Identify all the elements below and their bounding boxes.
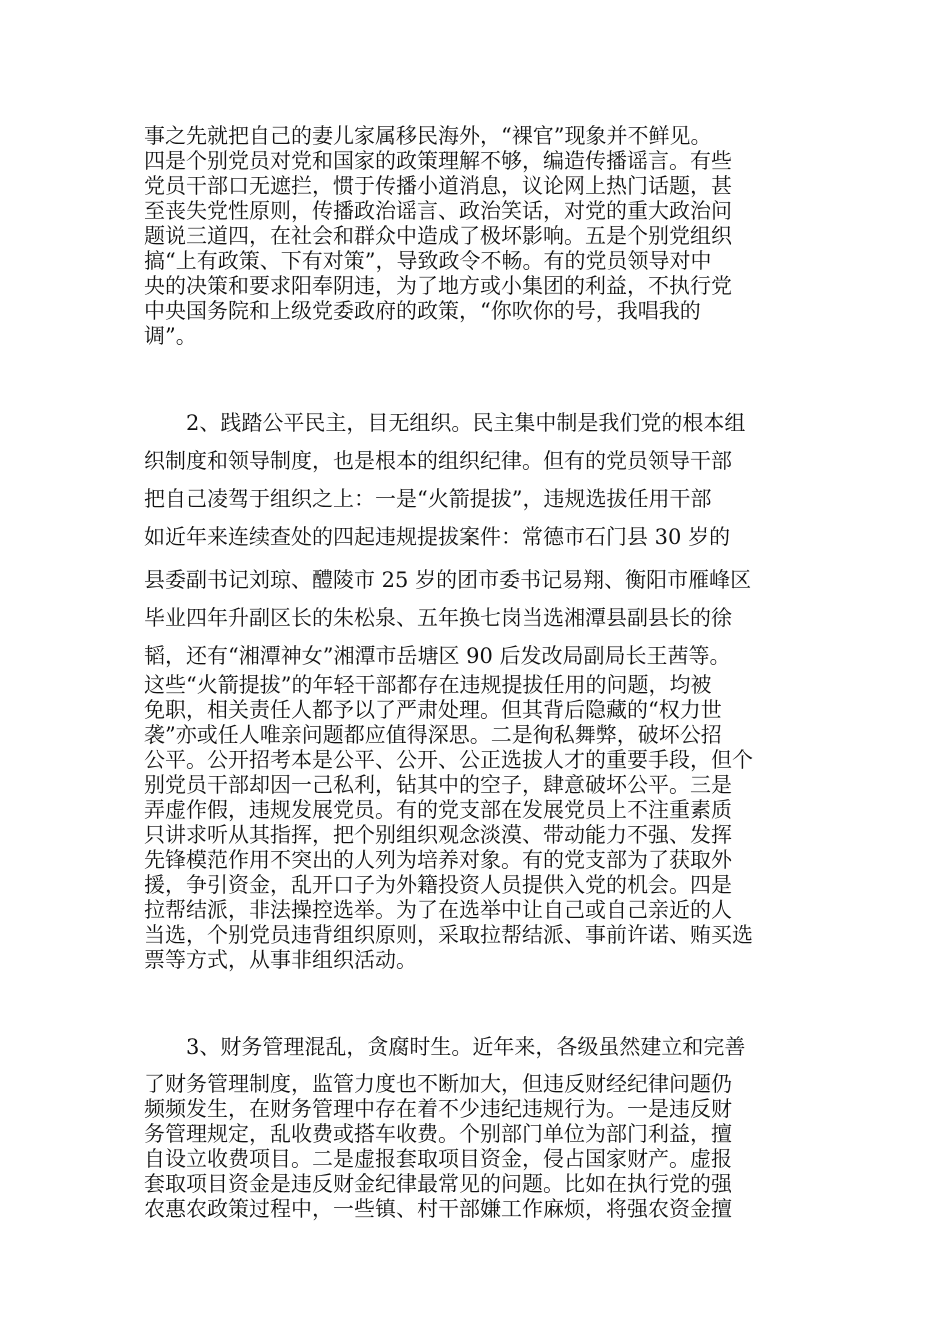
text-line: 弄虚作假，违规发展党员。有的党支部在发展党员上不注重素质 xyxy=(144,798,732,822)
text-line: 了财务管理制度，监管力度也不断加大，但违反财经纪律问题仍 xyxy=(144,1072,732,1096)
paragraph-2-cases xyxy=(144,561,804,675)
text-line: 免职，相关责任人都予以了严肃处理。但其背后隐藏的“权力世 xyxy=(144,698,722,722)
text-line: 只讲求听从其指挥，把个别组织观念淡漠、带动能力不强、发挥 xyxy=(144,823,732,847)
text-line: 频频发生，在财务管理中存在着不少违纪违规行为。一是违反财 xyxy=(144,1097,732,1121)
text-line: 这些“火箭提拔”的年轻干部都存在违规提拔任用的问题，均被 xyxy=(144,673,712,697)
text-line: 援，争引资金，乱开口子为外籍投资人员提供入党的机会。四是 xyxy=(144,873,732,897)
text-line: 搞“上有政策、下有对策”，导致政令不畅。有的党员领导对中 xyxy=(144,249,712,273)
paragraph-2-body xyxy=(144,673,804,973)
text-line: 2、践踏公平民主，目无组织。民主集中制是我们党的根本组 xyxy=(186,411,746,435)
text-line: 韬，还有“湘潭神女”湘潭市岳塘区 90 后发改局副局长王茜等。 xyxy=(144,644,731,668)
text-line: 调”。 xyxy=(144,324,197,348)
text-line: 拉帮结派，非法操控选举。为了在选举中让自己或自己亲近的人 xyxy=(144,898,732,922)
text-line: 毕业四年升副区长的朱松泉、五年换七岗当选湘潭县副县长的徐 xyxy=(144,606,732,630)
text-line: 别党员干部却因一己私利，钻其中的空子，肆意破坏公平。三是 xyxy=(144,773,732,797)
text-line: 央的决策和要求阳奉阴违，为了地方或小集团的利益，不执行党 xyxy=(144,274,732,298)
text-line: 党员干部口无遮拦，惯于传播小道消息，议论网上热门话题，甚 xyxy=(144,174,732,198)
text-line: 务管理规定，乱收费或搭车收费。个别部门单位为部门利益，擅 xyxy=(144,1122,732,1146)
text-line: 织制度和领导制度，也是根本的组织纪律。但有的党员领导干部 xyxy=(144,449,732,473)
text-line: 先锋模范作用不突出的人列为培养对象。有的党支部为了获取外 xyxy=(144,848,732,872)
paragraph-2-opening xyxy=(144,404,804,556)
text-line: 票等方式，从事非组织活动。 xyxy=(144,948,417,972)
text-line: 题说三道四，在社会和群众中造成了极坏影响。五是个别党组织 xyxy=(144,224,732,248)
text-line: 当选，个别党员违背组织原则，采取拉帮结派、事前许诺、贿买选 xyxy=(144,923,753,947)
text-line: 至丧失党性原则，传播政治谣言、政治笑话，对党的重大政治问 xyxy=(144,199,732,223)
text-line: 把自己凌驾于组织之上：一是“火箭提拔”，违规选拔任用干部 xyxy=(144,487,712,511)
text-line: 事之先就把自己的妻儿家属移民海外，“裸官”现象并不鲜见。 xyxy=(144,124,712,148)
text-line: 四是个别党员对党和国家的政策理解不够，编造传播谣言。有些 xyxy=(144,149,732,173)
text-line: 县委副书记刘琼、醴陵市 25 岁的团市委书记易翔、衡阳市雁峰区 xyxy=(144,568,752,592)
paragraph-3-body xyxy=(144,1072,804,1222)
text-line: 如近年来连续查处的四起违规提拔案件：常德市石门县 30 岁的 xyxy=(144,525,731,549)
text-line: 袭”亦或任人唯亲问题都应值得深思。二是徇私舞弊，破坏公招 xyxy=(144,723,722,747)
paragraph-1-continuation xyxy=(144,124,804,349)
text-line: 套取项目资金是违反财金纪律最常见的问题。比如在执行党的强 xyxy=(144,1172,732,1196)
paragraph-3-opening xyxy=(144,1028,804,1066)
text-line: 3、财务管理混乱，贪腐时生。近年来，各级虽然建立和完善 xyxy=(186,1035,746,1059)
text-line: 农惠农政策过程中，一些镇、村干部嫌工作麻烦，将强农资金擅 xyxy=(144,1197,732,1221)
text-line: 自设立收费项目。二是虚报套取项目资金，侵占国家财产。虚报 xyxy=(144,1147,732,1171)
text-line: 中央国务院和上级党委政府的政策，“你吹你的号，我唱我的 xyxy=(144,299,701,323)
text-line: 公平。公开招考本是公平、公开、公正选拔人才的重要手段，但个 xyxy=(144,748,753,772)
